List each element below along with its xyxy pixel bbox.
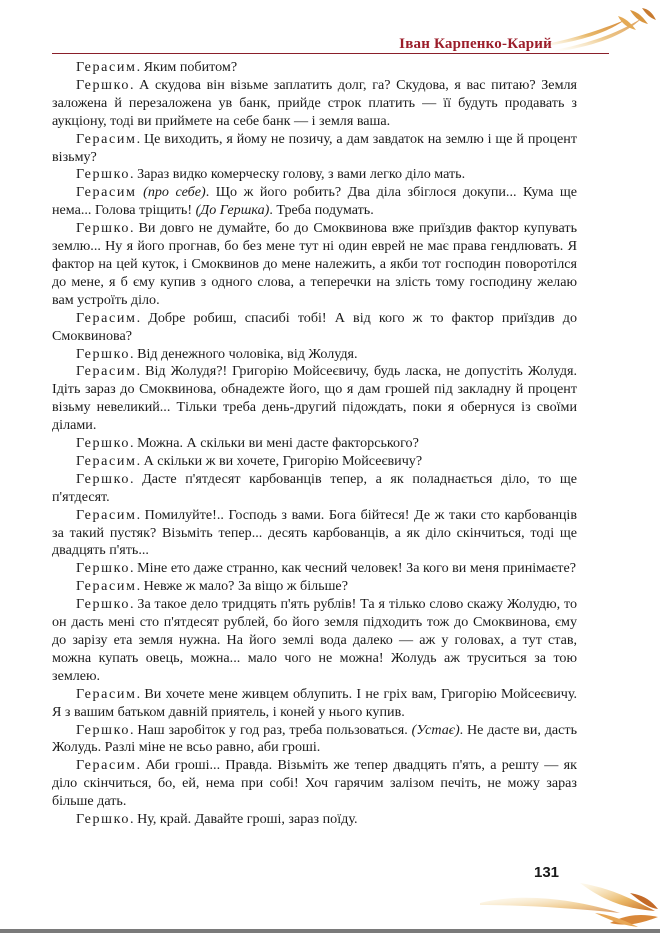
- dialogue-paragraph: [52, 435, 577, 453]
- speaker-name: Герасим: [76, 757, 137, 774]
- dialogue-text: . Від Жолудя?! Григорію Мойсеєвичу, будь ласка, не допустіть Жолудя. Ідіть зараз до Смоквинова, обнадежте його, що я дам грошей під закладну й процент візьму невеликий... Тільки треба день-другий підождать, поки я обернуся із своїми ділами.: [52, 363, 577, 434]
- page-number: 131: [534, 864, 560, 881]
- speaker-name: Гершко: [76, 721, 131, 738]
- dialogue-text: . Ви хочете мене живцем облупить. І не гріх вам, Григорію Мойсеєвичу. Я з вашим батьком давній приятель, і коней у нього купив.: [52, 685, 577, 720]
- dialogue-text: . Помилуйте!.. Господь з вами. Бога бійтеся! Де ж таки сто карбованців за такий пустяк? Візьміть тепер... десять карбованців, а як діло скінчиться, тоді ще двадцять п'ять...: [52, 506, 577, 559]
- dialogue-text: . Можна. А скільки ви мені дасте факторського?: [130, 435, 419, 452]
- speaker-name: Гершко: [76, 220, 131, 237]
- speaker-name: Герасим: [76, 184, 137, 201]
- dialogue-text: . А скудова він візьме заплатить долг, га? Скудова, я вас питаю? Земля заложена й перезаложена ув банк, прийде строк платить — її будуть продавать з аукціону, тоді ви приймете на себе банк — і земля ваша.: [52, 76, 577, 129]
- speaker-name: Герасим: [76, 685, 137, 702]
- speaker-name: Герасим: [76, 452, 137, 469]
- dialogue-text: . Яким побитом?: [136, 59, 238, 75]
- speaker-name: Гершко: [76, 811, 131, 828]
- dialogue-paragraph: [52, 166, 577, 184]
- dialogue-paragraph: [52, 59, 577, 77]
- dialogue-paragraph: [52, 560, 577, 578]
- dialogue-text: . Наш заробіток у год раз, треба пользоваться.: [130, 721, 412, 738]
- dialogue-text: . Від денежного чоловіка, від Жолудя.: [130, 345, 358, 362]
- speaker-name: Гершко: [76, 435, 131, 452]
- stage-direction: (про себе): [143, 184, 206, 201]
- speaker-name: Гершко: [76, 166, 131, 183]
- dialogue-text: . Дасте п'ятдесят карбованців тепер, а як поладнається діло, то ще п'ятдесят.: [52, 470, 577, 505]
- dialogue-paragraph: [52, 77, 577, 131]
- dialogue-paragraph: [52, 686, 577, 722]
- dialogue-paragraph: [52, 722, 577, 758]
- dialogue-paragraph: [52, 471, 577, 507]
- dialogue-paragraph: [52, 596, 577, 686]
- speaker-name: Герасим: [76, 130, 137, 147]
- dialogue-paragraph: [52, 363, 577, 435]
- speaker-name: Герасим: [76, 506, 137, 523]
- stage-direction: (До Гершка): [195, 202, 270, 219]
- dialogue-text: . Не дасте ви, дасть Жолудь. Разлі міне не всьо равно, аби гроші.: [52, 721, 577, 756]
- header-rule: [52, 53, 609, 54]
- dialogue-paragraph: [52, 453, 577, 471]
- dialogue-text: . Це виходить, я йому не позичу, а дам завдаток на землю і ще й процент візьму?: [52, 130, 577, 165]
- speaker-name: Гершко: [76, 596, 131, 613]
- speaker-name: Герасим: [76, 59, 137, 75]
- dialogue-text: . Зараз видко комерческу голову, з вами легко діло мать.: [130, 166, 466, 183]
- dialogue-paragraph: [52, 131, 577, 167]
- dialogue-paragraph: [52, 184, 577, 220]
- dialogue-paragraph: [52, 757, 577, 811]
- speaker-name: Герасим: [76, 363, 137, 380]
- feather-ornament-bottom: [460, 853, 660, 933]
- speaker-name: Гершко: [76, 470, 131, 487]
- running-header-author: Іван Карпенко-Карий: [399, 36, 552, 52]
- dialogue-paragraph: [52, 507, 577, 561]
- stage-direction: (Устає): [411, 721, 460, 738]
- dialogue-paragraph: [52, 346, 577, 364]
- dialogue-paragraph: [52, 220, 577, 310]
- speaker-name: Герасим: [76, 578, 137, 595]
- dialogue-text: . Що ж його робить? Два діла збіглося докупи... Кума ще нема... Голова тріщить!: [52, 184, 577, 219]
- speaker-name: Гершко: [76, 76, 131, 93]
- play-text: [52, 59, 577, 829]
- dialogue-text: . Міне ето даже странно, как чесний человек! За кого ви меня принімаєте?: [130, 560, 576, 577]
- speaker-name: Герасим: [76, 309, 137, 326]
- dialogue-text: . А скільки ж ви хочете, Григорію Мойсеєвичу?: [136, 452, 423, 469]
- dialogue-text: . Ну, край. Давайте гроші, зараз поїду.: [130, 811, 358, 828]
- dialogue-text: . Ви довго не думайте, бо до Смоквинова вже приїздив фактор купувать землю... Ну я його прогнав, бо без мене тут ні один еврей не має права гендлювать. Я фактор на цей куток, і Смоквинов до мене належить, а якби тот господин поворотілся до мене, я б єму купив з одного слова, а теперечки на злість тому господину желаю вам устроїть діло.: [52, 220, 577, 308]
- dialogue-paragraph: [52, 811, 577, 829]
- dialogue-text: . За такое дело тридцять п'ять рублів! Та я тілько слово скажу Жолудю, то он дасть мені сто п'ятдесят рублей, бо його земля підходить тож до Смоквинова, єму до зарізу ета земля нужна. На його землі вода далеко — аж у головах, а тут став, можна купать овець, можна... мало чого не можна! Жолудь аж труситься за тою землею.: [52, 596, 577, 684]
- dialogue-text: . Добре робиш, спасибі тобі! А від кого ж то фактор приїздив до Смоквинова?: [52, 309, 577, 344]
- speaker-name: Гершко: [76, 560, 131, 577]
- dialogue-text: . Невже ж мало? За віщо ж більше?: [136, 578, 348, 595]
- bottom-rule: [0, 929, 660, 933]
- dialogue-text: . Аби гроші... Правда. Візьміть же тепер двадцять п'ять, а решту — як діло скінчиться, бо, ей, нема при собі! Хоч гарячим залізом печіть, не можу зараз більше дать.: [52, 757, 577, 810]
- speaker-name: Гершко: [76, 345, 131, 362]
- dialogue-paragraph: [52, 578, 577, 596]
- dialogue-text: . Треба подумать.: [269, 202, 374, 219]
- dialogue-paragraph: [52, 310, 577, 346]
